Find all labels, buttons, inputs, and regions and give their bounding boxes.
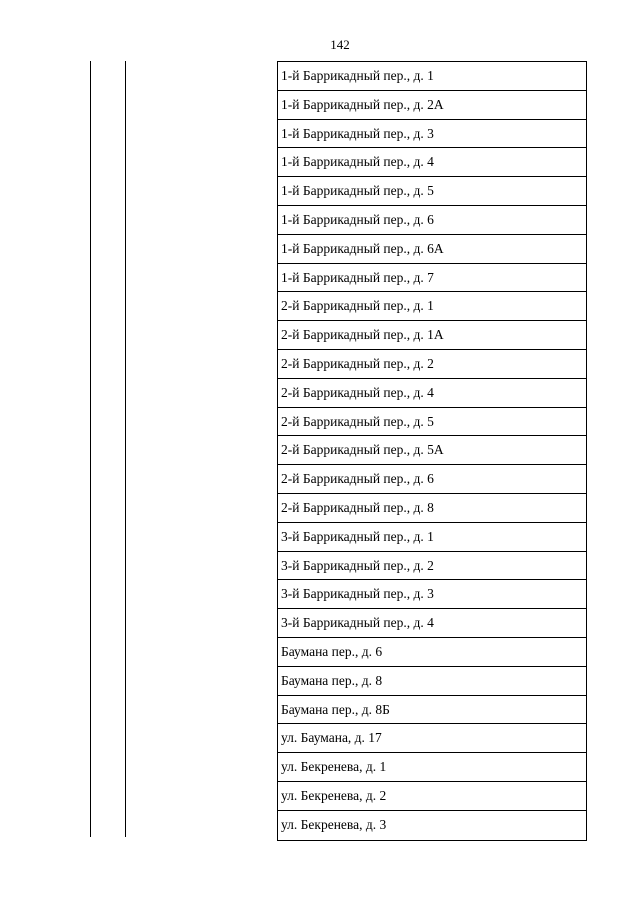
address-row: Баумана пер., д. 8 bbox=[278, 667, 586, 696]
address-row: 1-й Баррикадный пер., д. 2А bbox=[278, 91, 586, 120]
address-row: 2-й Баррикадный пер., д. 8 bbox=[278, 494, 586, 523]
address-row: 1-й Баррикадный пер., д. 3 bbox=[278, 120, 586, 149]
address-row: 2-й Баррикадный пер., д. 1 bbox=[278, 292, 586, 321]
table-column-divider-middle bbox=[125, 61, 126, 837]
address-row: ул. Бекренева, д. 1 bbox=[278, 753, 586, 782]
table-column-divider-left bbox=[90, 61, 91, 837]
address-row: 2-й Баррикадный пер., д. 5 bbox=[278, 408, 586, 437]
address-row: 1-й Баррикадный пер., д. 1 bbox=[278, 62, 586, 91]
address-row: 3-й Баррикадный пер., д. 1 bbox=[278, 523, 586, 552]
address-row: ул. Бекренева, д. 2 bbox=[278, 782, 586, 811]
address-row: Баумана пер., д. 8Б bbox=[278, 696, 586, 725]
address-row: ул. Бекренева, д. 3 bbox=[281, 816, 387, 832]
address-row: 2-й Баррикадный пер., д. 4 bbox=[278, 379, 586, 408]
address-row: 3-й Баррикадный пер., д. 4 bbox=[278, 609, 586, 638]
address-row: 3-й Баррикадный пер., д. 3 bbox=[278, 580, 586, 609]
address-table bbox=[277, 61, 587, 841]
address-row: 2-й Баррикадный пер., д. 5А bbox=[278, 436, 586, 465]
address-row: 1-й Баррикадный пер., д. 6А bbox=[278, 235, 586, 264]
address-row: 1-й Баррикадный пер., д. 4 bbox=[278, 148, 586, 177]
address-row: 1-й Баррикадный пер., д. 5 bbox=[278, 177, 586, 206]
address-row: 2-й Баррикадный пер., д. 6 bbox=[278, 465, 586, 494]
address-row: 2-й Баррикадный пер., д. 2 bbox=[278, 350, 586, 379]
address-row: 2-й Баррикадный пер., д. 1А bbox=[278, 321, 586, 350]
address-row: 3-й Баррикадный пер., д. 2 bbox=[278, 552, 586, 581]
page-number: 142 bbox=[330, 37, 350, 52]
address-row: 1-й Баррикадный пер., д. 7 bbox=[278, 264, 586, 293]
address-row: 1-й Баррикадный пер., д. 6 bbox=[278, 206, 586, 235]
address-row: ул. Баумана, д. 17 bbox=[278, 724, 586, 753]
address-row: Баумана пер., д. 6 bbox=[278, 638, 586, 667]
